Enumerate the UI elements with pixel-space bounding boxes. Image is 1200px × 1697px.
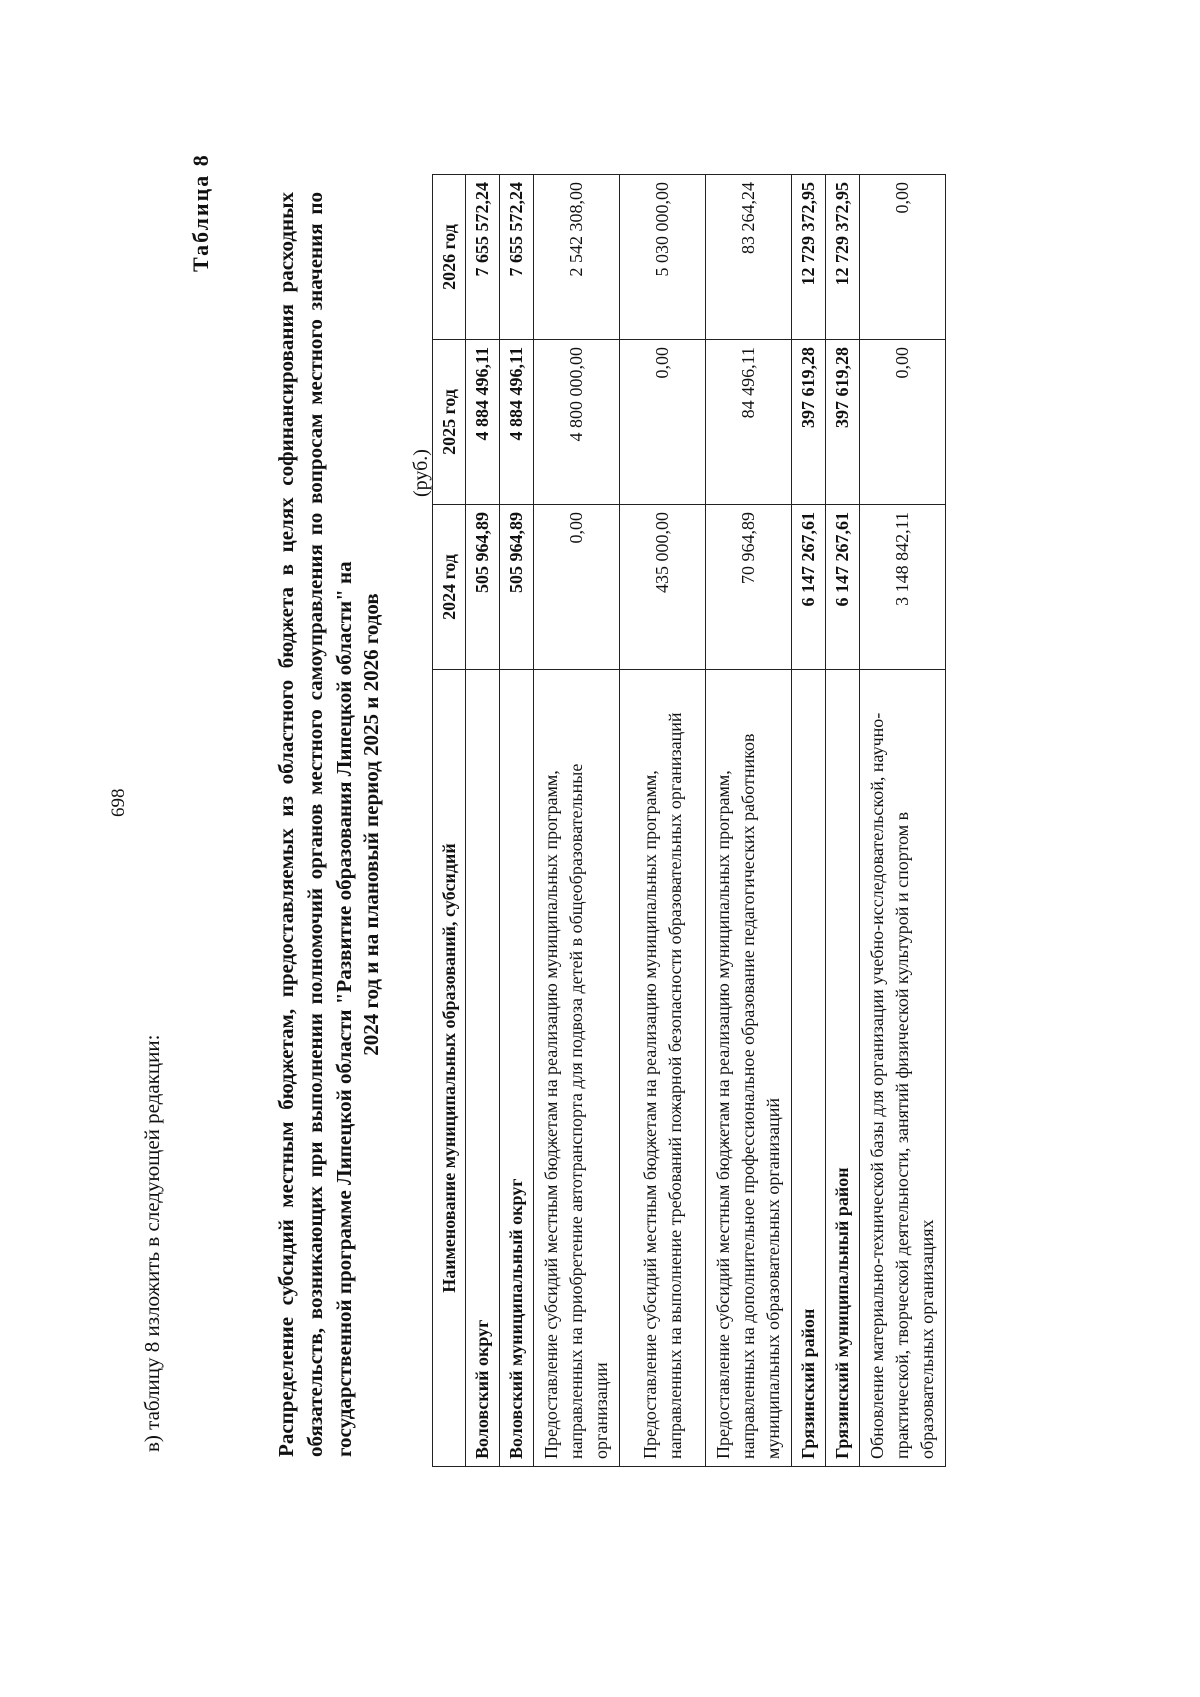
table-row <box>860 175 946 1467</box>
table-row <box>500 175 534 1467</box>
value-2024: 435 000,00 <box>620 505 706 670</box>
value-2025: 0,00 <box>860 340 946 505</box>
row-name: Грязинский муниципальный район <box>826 670 860 1467</box>
table-row <box>826 175 860 1467</box>
unit-label: (руб.) <box>410 449 432 497</box>
value-2024: 6 147 267,61 <box>826 505 860 670</box>
value-2024: 3 148 842,11 <box>860 505 946 670</box>
value-2025: 397 619,28 <box>792 340 826 505</box>
row-name: Воловский муниципальный округ <box>500 670 534 1467</box>
header-2026: 2026 год <box>433 175 466 340</box>
row-name: Предоставление субсидий местным бюджетам на реализацию муниципальных программ, направленных на дополнительное профессиональное образование педагогических работников муниципальных образовательных организаций <box>706 670 792 1467</box>
intro-text: в) таблицу 8 изложить в следующей редакции: <box>140 1034 164 1452</box>
header-2024: 2024 год <box>433 505 466 670</box>
value-2025: 0,00 <box>620 340 706 505</box>
document-title: Распределение субсидий местным бюджетам, предоставляемых из областного бюджета в целях софинансирования расходных обязательств, возникающих при выполнении полномочий органов местного самоуправления по вопросам местного значения по государственной программе Липецкой области "Развитие образования Липецкой области" на <box>274 192 356 1457</box>
header-2025: 2025 год <box>433 340 466 505</box>
value-2024: 505 964,89 <box>500 505 534 670</box>
table-row <box>620 175 706 1467</box>
table-row <box>792 175 826 1467</box>
value-2026: 12 729 372,95 <box>792 175 826 340</box>
value-2026: 7 655 572,24 <box>500 175 534 340</box>
table-label: Таблица 8 <box>188 153 213 272</box>
value-2026: 0,00 <box>860 175 946 340</box>
value-2024: 0,00 <box>534 505 620 670</box>
value-2026: 5 030 000,00 <box>620 175 706 340</box>
value-2026: 2 542 308,00 <box>534 175 620 340</box>
row-name: Воловский округ <box>466 670 500 1467</box>
page-number: 698 <box>108 788 129 817</box>
document-title-period: 2024 год и на плановый период 2025 и 2026 годов <box>359 593 383 1056</box>
value-2025: 397 619,28 <box>826 340 860 505</box>
row-name: Предоставление субсидий местным бюджетам на реализацию муниципальных программ, направленных на выполнение требований пожарной безопасности образовательных организаций <box>620 670 706 1467</box>
value-2024: 505 964,89 <box>466 505 500 670</box>
row-name: Обновление материально-технической базы для организации учебно-исследовательской, научно-практической, творческой деятельности, занятий физической культурой и спортом в образовательных организациях <box>860 670 946 1467</box>
header-name: Наименование муниципальных образований, субсидий <box>433 670 466 1467</box>
value-2026: 12 729 372,95 <box>826 175 860 340</box>
subsidy-table <box>432 174 946 1467</box>
table-row <box>534 175 620 1467</box>
value-2024: 70 964,89 <box>706 505 792 670</box>
table-body <box>466 175 946 1467</box>
value-2025: 84 496,11 <box>706 340 792 505</box>
table-header-row <box>433 175 466 1467</box>
row-name: Предоставление субсидий местным бюджетам на реализацию муниципальных программ, направленных на приобретение автотранспорта для подвоза детей в общеобразовательные организации <box>534 670 620 1467</box>
value-2026: 83 264,24 <box>706 175 792 340</box>
value-2025: 4 800 000,00 <box>534 340 620 505</box>
value-2024: 6 147 267,61 <box>792 505 826 670</box>
value-2026: 7 655 572,24 <box>466 175 500 340</box>
row-name: Грязинский район <box>792 670 826 1467</box>
table-row <box>706 175 792 1467</box>
table-row <box>466 175 500 1467</box>
value-2025: 4 884 496,11 <box>500 340 534 505</box>
value-2025: 4 884 496,11 <box>466 340 500 505</box>
